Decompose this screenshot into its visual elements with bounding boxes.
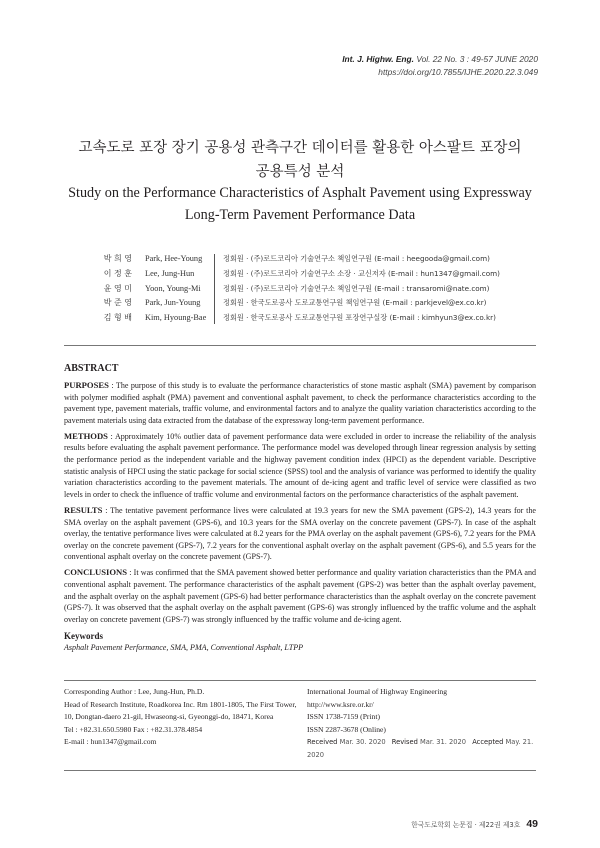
- journal-doi[interactable]: https://doi.org/10.7855/IJHE.2020.22.3.049: [378, 67, 538, 77]
- footer-bottom-rule: [64, 770, 536, 771]
- author-name-ko: 김 형 배: [103, 313, 132, 323]
- author-affiliation: 정회원 · 한국도로공사 도로교통연구원 포장연구실장 (E-mail : kimhyun3@ex.co.kr): [223, 313, 496, 323]
- journal-name: Int. J. Highw. Eng.: [342, 54, 414, 64]
- author-affiliation: 정회원 · (주)로드코리아 기술연구소 책임연구원 (E-mail : transaromi@nate.com): [223, 283, 490, 293]
- footer-top-rule: [64, 680, 536, 681]
- results-label: RESULTS: [64, 504, 103, 515]
- corresponding-author: Corresponding Author : Lee, Jung-Hun, Ph.D.: [64, 687, 205, 696]
- journal-full-name: International Journal of Highway Engineering: [307, 687, 448, 696]
- author-email[interactable]: E-mail : hun1347@gmail.com: [64, 737, 157, 747]
- abstract-purposes: [64, 380, 536, 426]
- author-row: [0, 267, 600, 282]
- author-affiliation: 정회원 · (주)로드코리아 기술연구소 책임연구원 (E-mail : heegooda@gmail.com): [223, 254, 490, 263]
- author-name-ko: 박 희 영: [103, 254, 132, 263]
- author-row: [0, 252, 600, 267]
- page-number: 49: [526, 818, 538, 830]
- author-row: [0, 282, 600, 297]
- author-position: Head of Research Institute, Roadkorea Inc. Rm 1801-1805, The First Tower,: [64, 699, 297, 709]
- revised-label: Revised: [391, 738, 418, 747]
- journal-issue: Vol. 22 No. 3 : 49-57 JUNE 2020: [416, 54, 538, 64]
- methods-text: : Approximately 10% outlier data of pavement performance data were excluded in order to increase the reliability of the analysis results before evaluating the asphalt pavement performance. The performance model was developed through linear regression analysis by setting the performance period as the independent variable and the highway pavement condition index (HPCI) as the dependent variable. Descriptive statistic analysis of HPCI using the static package for social science (SPSS) tool and the analysis of variance was performed to identify the quality variation characteristics according to the pavement materials. The amount of de-icing agent and traffic level of service were classified as two levels in order to check the influence of traffic volume and environmental factors on the performance characteristics of the asphalt pavement.: [64, 431, 536, 499]
- author-name-en: Lee, Jung-Hun: [145, 268, 195, 278]
- author-tel-fax: Tel : +82.31.650.5980 Fax : +82.31.378.4854: [64, 724, 203, 734]
- title-ko-line-2: 공용특성 분석: [255, 164, 345, 180]
- author-address: 10, Dongtan-daero 21-gil, Hwaseong-si, Gyeonggi-do, 18471, Korea: [64, 712, 274, 722]
- author-affiliation: 정회원 · 한국도로공사 도로교통연구원 책임연구원 (E-mail : parkjevel@ex.co.kr): [223, 298, 487, 308]
- abstract-conclusions: [64, 567, 536, 625]
- journal-header: [342, 53, 538, 79]
- title-korean: [0, 136, 600, 184]
- abstract-section: [64, 362, 536, 653]
- title-en-line-1: Study on the Performance Characteristics of Asphalt Pavement using Expressway: [68, 185, 532, 201]
- received-date: Mar. 30. 2020: [339, 738, 386, 747]
- purposes-text: : The purpose of this study is to evaluate the performance characteristics of stone mastic asphalt (SMA) pavement by comparison with polymer modified asphalt (PMA) pavement and conventional asphalt pavement, to check the performance characteristics according to the pavement type, pavement materials, traffic volume, and environmental factors and to analyze the quality variation characteristics according to the pavement materials using data extracted from the database of the expressway long-term pavement performance.: [64, 381, 536, 425]
- page-source: 한국도로학회 논문집 · 제22권 제3호: [411, 821, 521, 829]
- received-label: Received: [307, 738, 338, 747]
- accepted-date: May. 21. 2020: [307, 738, 534, 759]
- journal-info-block: [307, 686, 537, 762]
- article-dates: [307, 736, 537, 761]
- author-name-ko: 박 준 영: [103, 298, 132, 308]
- conclusions-text: : It was confirmed that the SMA pavement showed better performance and quality variation characteristics than the PMA and conventional asphalt pavement. The performance characteristics of the asphalt pavement (GPS-2) was better than the asphalt overlay pavement, and the asphalt overlay on the asphalt pavement (GPS-6) had better performance characteristics than the asphalt overlay on the concrete pavement (GPS-7). It was observed that the asphalt overlay on the asphalt pavement (GPS-6) was strongly influenced by the traffic volume and the asphalt overlay on concrete pavement (GPS-7) was strongly influenced by the traffic volume and de-icing agent.: [64, 568, 536, 624]
- author-affiliation: 정회원 · (주)로드코리아 기술연구소 소장 · 교신저자 (E-mail : hun1347@gmail.com): [223, 268, 500, 278]
- accepted-label: Accepted: [472, 738, 504, 747]
- author-name-en: Yoon, Young-Mi: [145, 283, 201, 293]
- author-name-en: Park, Jun-Young: [145, 298, 201, 308]
- abstract-top-rule: [64, 345, 536, 346]
- keywords-text: Asphalt Pavement Performance, SMA, PMA, Conventional Asphalt, LTPP: [64, 642, 304, 652]
- page-footer: [411, 818, 538, 830]
- author-name-en: Park, Hee-Young: [145, 254, 203, 263]
- title-english: [0, 182, 600, 226]
- corresponding-author-block: [64, 686, 306, 749]
- title-ko-line-1: 고속도로 포장 장기 공용성 관측구간 데이터를 활용한 아스팔트 포장의: [78, 140, 522, 156]
- issn-online: ISSN 2287-3678 (Online): [307, 724, 386, 734]
- author-name-ko: 윤 영 미: [103, 283, 132, 293]
- issn-print: ISSN 1738-7159 (Print): [307, 712, 380, 722]
- author-list: [0, 252, 600, 326]
- methods-label: METHODS: [64, 430, 108, 441]
- results-text: : The tentative pavement performance lives were calculated at 19.3 years for new the SMA pavement (GPS-2), 14.3 years for the SMA overlay on the asphalt pavement (GPS-6), and 10.3 years for the SMA overlay on the concrete pavement (GPS-7). In case of the asphalt overlay, the tentative performance lives were calculated at 8.2 years for the PMA overlay on the asphalt pavement (GPS-6), 7.2 years for the PMA overlay on the concrete pavement (GPS-7), 7.2 years for the conventional asphalt overlay on the asphalt pavement (GPS-6), and 5.5 years for the conventional asphalt overlay on the concrete pavement (GPS-7).: [64, 505, 536, 562]
- abstract-heading: ABSTRACT: [64, 363, 119, 374]
- author-name-en: Kim, Hyoung-Bae: [145, 313, 207, 323]
- author-row: [0, 311, 600, 326]
- conclusions-label: CONCLUSIONS: [64, 567, 128, 578]
- abstract-methods: [64, 431, 536, 501]
- revised-date: Mar. 31. 2020: [420, 738, 467, 747]
- author-row: [0, 296, 600, 311]
- keywords-heading: Keywords: [64, 630, 103, 641]
- title-en-line-2: Long-Term Pavement Performance Data: [184, 207, 416, 223]
- purposes-label: PURPOSES: [64, 380, 109, 390]
- journal-url[interactable]: http://www.ksre.or.kr/: [307, 699, 374, 709]
- author-name-ko: 이 정 훈: [103, 268, 132, 278]
- abstract-results: [64, 505, 536, 563]
